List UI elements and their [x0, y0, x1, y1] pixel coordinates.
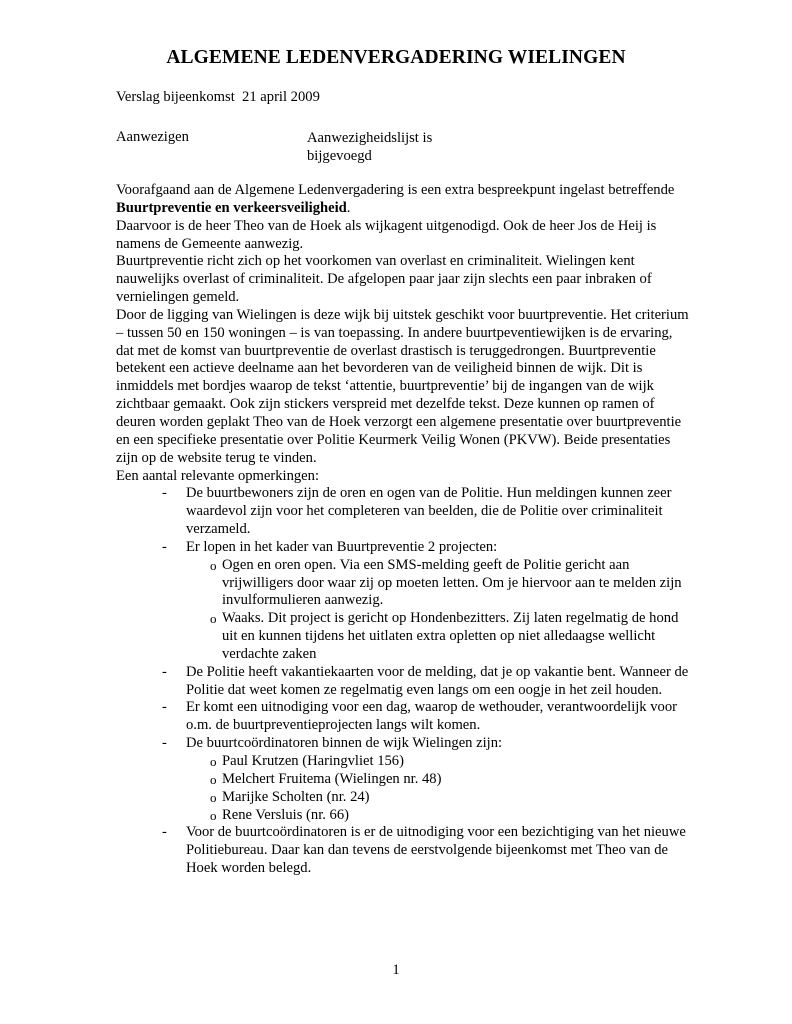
intro-text: Voorafgaand aan de Algemene Ledenvergadering is een extra bespreekpunt ingelast betreffende: [116, 182, 675, 198]
remark-text: Er lopen in het kader van Buurtpreventie 2 projecten:: [186, 538, 498, 555]
coordinator-name: Paul Krutzen (Haringvliet 156): [222, 753, 404, 769]
dash-bullet: -: [162, 735, 167, 752]
dash-bullet: -: [162, 663, 167, 680]
list-item: [116, 699, 691, 735]
list-item: [186, 771, 691, 789]
list-item: [116, 539, 691, 664]
project-text: Waaks. Dit project is gericht op Hondenbezitters. Zij laten regelmatig de hond uit en kunnen tijdens het uitlaten extra opletten op niet alledaagse wellicht verdachte zaken: [222, 610, 679, 662]
project-text: Ogen en oren open. Via een SMS-melding geeft de Politie gericht aan vrijwilligers door waar zij op moeten letten. Om je hiervoor aan te melden zijn invulformulieren aanwezig.: [222, 556, 682, 609]
dash-bullet: -: [162, 824, 167, 841]
coordinator-name: Melchert Fruitema (Wielingen nr. 48): [222, 770, 442, 787]
crime-paragraph: Buurtpreventie richt zich op het voorkomen van overlast en criminaliteit. Wielingen kent nauwelijks overlast of criminaliteit. De afgelopen paar jaar zijn slechts een paar inbraken of vernielingen gemeld.: [116, 253, 652, 306]
document-body: [116, 182, 691, 878]
remark-text: De buurtcoördinatoren binnen de wijk Wielingen zijn:: [186, 735, 503, 752]
circle-bullet: o: [210, 807, 217, 823]
list-item: [186, 557, 691, 611]
location-paragraph: Door de ligging van Wielingen is deze wijk bij uitstek geschikt voor buurtpreventie. Het criterium – tussen 50 en 150 woningen – is van toepassing. In andere buurtpeventiewijken is de ervaring, dat met de komst van buurtpreventie de overlast drastisch is teruggedrongen. Buurtpreventie betekent een actieve deelname aan het bevorderen van de veiligheid binnen de wijk. Dit is inmiddels met bordjes waarop de tekst ‘attentie, buurtpreventie’ bij de ingangen van de wijk zichtbaar gemaakt. Ook zijn stickers verspreid met dezelfde tekst. Deze kunnen op ramen of deuren worden geplakt Theo van de Hoek verzorgt een algemene presentatie over buurtpreventie en een specifieke presentatie over Politie Keurmerk Veilig Wonen (PKVW). Beide presentaties zijn op de website terug te vinden.: [116, 306, 689, 466]
meeting-date-line: Verslag bijeenkomst 21 april 2009: [116, 89, 320, 105]
circle-bullet: o: [210, 557, 217, 573]
projects-list: [186, 557, 691, 664]
dash-bullet: -: [162, 485, 167, 502]
list-item: [186, 807, 691, 825]
circle-bullet: o: [210, 754, 217, 769]
attendance-value-line: bijgevoegd: [307, 148, 372, 164]
remark-text: Voor de buurtcoördinatoren is er de uitnodiging voor een bezichtiging van het nieuwe Politiebureau. Daar kan dan tevens de eerstvolgende bijeenkomst met Theo van de Hoek worden belegd.: [186, 824, 686, 877]
coordinator-name: Marijke Scholten (nr. 24): [222, 788, 370, 805]
attendance-value: [307, 129, 507, 165]
remark-text: Er komt een uitnodiging voor een dag, waarop de wethouder, verantwoordelijk voor o.m. de buurtpreventieprojecten langs wilt komen.: [186, 699, 677, 734]
list-item: [116, 485, 691, 539]
circle-bullet: o: [210, 789, 217, 805]
list-item: [186, 789, 691, 807]
list-item: [186, 610, 691, 664]
list-item: [116, 735, 691, 824]
remarks-list: [116, 485, 691, 878]
list-item: [186, 753, 691, 771]
page-number: 1: [392, 962, 400, 978]
intro-topic: Buurtpreventie en verkeersveiligheid: [116, 199, 347, 216]
remark-text: De Politie heeft vakantiekaarten voor de melding, dat je op vakantie bent. Wanneer de Politie dat weet komen ze regelmatig even langs om een oogje in het zeil houden.: [186, 663, 689, 698]
coordinators-list: [186, 753, 691, 824]
intro-period: .: [346, 199, 351, 216]
attendance-value-line: Aanwezigheidslijst is: [307, 130, 433, 146]
list-item: [116, 824, 691, 878]
list-item: [116, 664, 691, 700]
coordinator-name: Rene Versluis (nr. 66): [222, 806, 350, 823]
attendance-label: Aanwezigen: [116, 129, 189, 145]
circle-bullet: o: [210, 771, 217, 787]
remarks-intro: Een aantal relevante opmerkingen:: [116, 467, 320, 484]
document-title: ALGEMENE LEDENVERGADERING WIELINGEN: [166, 47, 626, 68]
remark-text: De buurtbewoners zijn de oren en ogen van de Politie. Hun meldingen kunnen zeer waardevol zijn voor het completeren van beelden, die de Politie over criminaliteit verzameld.: [186, 485, 672, 538]
circle-bullet: o: [210, 611, 217, 627]
dash-bullet: -: [162, 699, 167, 716]
dash-bullet: -: [162, 538, 167, 555]
intro-paragraph: [116, 182, 691, 218]
guests-paragraph: Daarvoor is de heer Theo van de Hoek als wijkagent uitgenodigd. Ook de heer Jos de Heij is namens de Gemeente aanwezig.: [116, 217, 657, 252]
